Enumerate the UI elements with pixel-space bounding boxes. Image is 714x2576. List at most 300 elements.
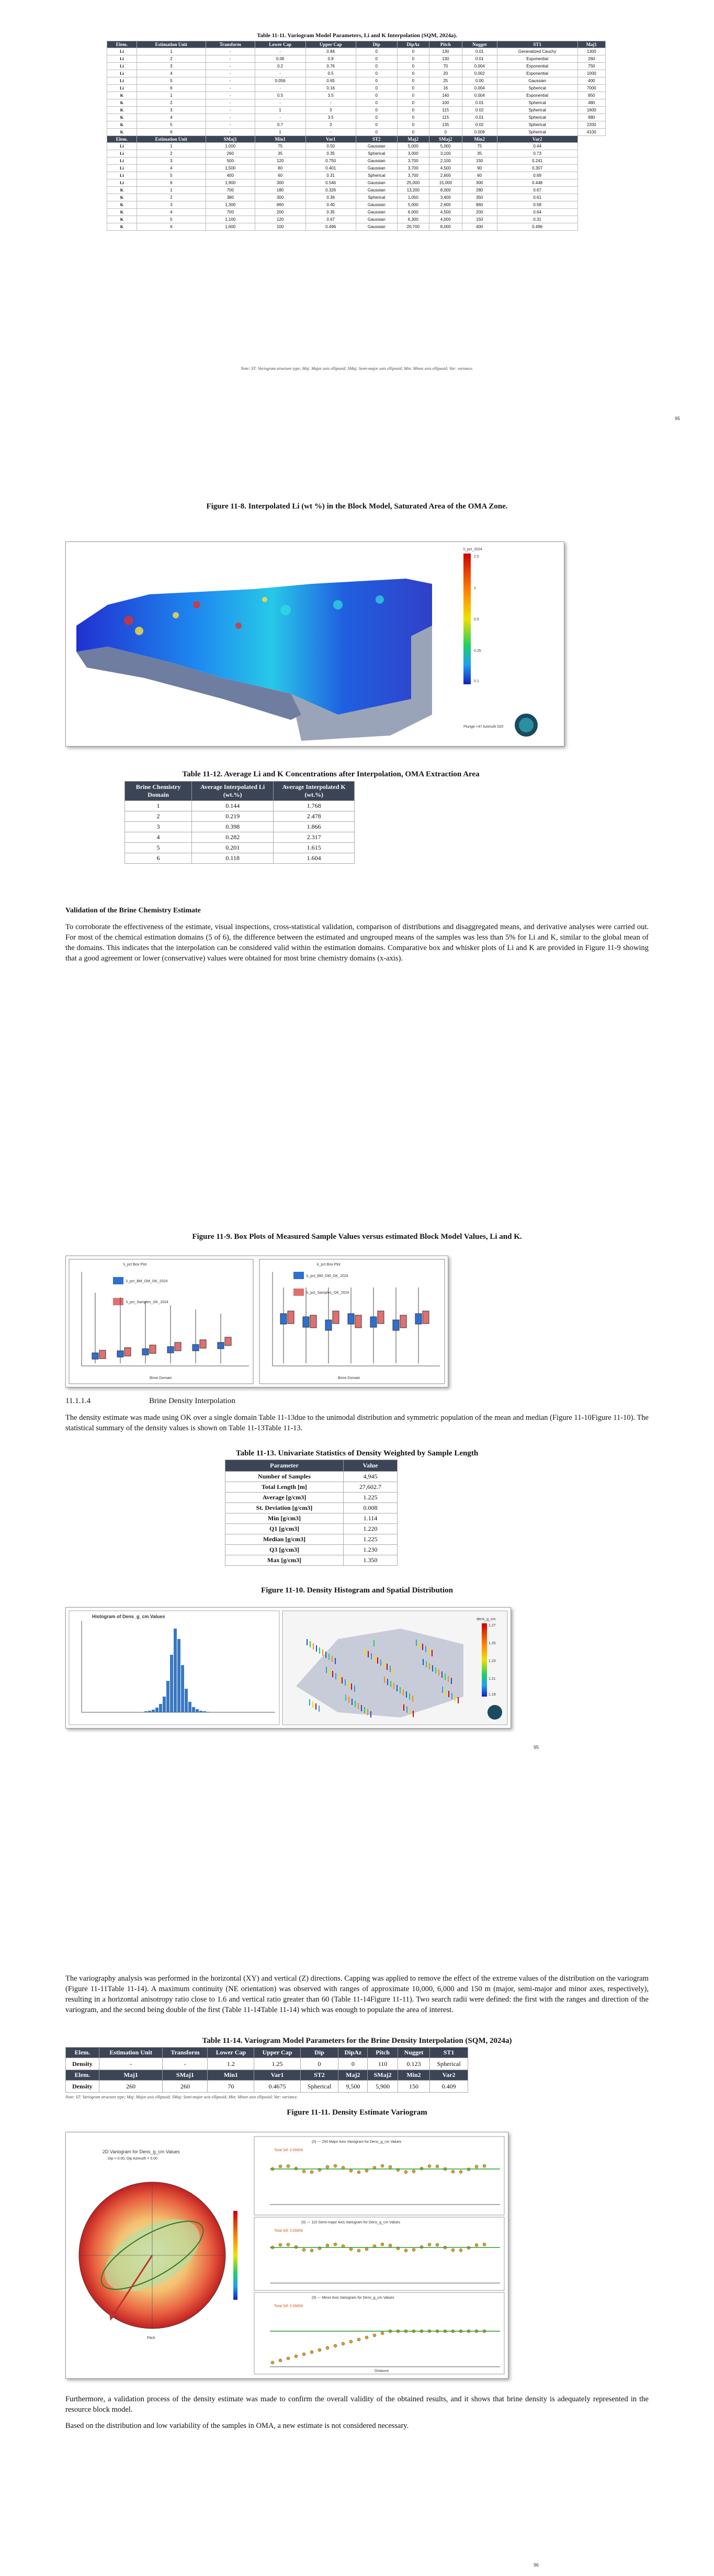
- sample-trace: [416, 1640, 417, 1646]
- variogram-point: [467, 2168, 470, 2171]
- table-cell: 3,000: [397, 150, 429, 157]
- table-cell: 6: [137, 223, 206, 231]
- table-cell: 0.31: [497, 216, 577, 223]
- variogram-point: [389, 2244, 392, 2247]
- figure-11-11-caption: Figure 11-11. Density Estimate Variogram: [287, 2108, 427, 2117]
- table-cell: 0: [397, 70, 429, 77]
- table-cell: 5: [137, 121, 206, 129]
- variogram-point: [349, 2247, 353, 2251]
- variogram-point: [459, 2249, 462, 2252]
- box-sample: [99, 1350, 106, 1359]
- table-cell: K: [107, 209, 137, 216]
- column-header: Nugget: [398, 2048, 429, 2058]
- table-cell: 4,500: [429, 209, 462, 216]
- table-cell: Gaussian: [356, 209, 397, 216]
- column-header: SMaj1: [163, 2070, 208, 2081]
- svg-text:1: 1: [474, 586, 476, 590]
- table-row: [125, 853, 355, 864]
- column-header: ST2: [356, 136, 397, 143]
- sample-trace: [332, 1656, 333, 1662]
- table-row: [107, 48, 606, 55]
- table-cell: Spherical: [497, 85, 577, 92]
- page-number: 96: [534, 2562, 539, 2568]
- sample-trace: [348, 1697, 349, 1703]
- table-cell: 25,000: [397, 179, 429, 187]
- variogram-point: [294, 2245, 298, 2249]
- closing-paragraph-1: Furthermore, a validation process of the density estimate was made to confirm the overall validity of the obtained results, and it shows that brine density is adequately represented in the resource block model.: [65, 2395, 649, 2414]
- table-cell: K: [107, 187, 137, 194]
- table-cell: 0.201: [192, 843, 274, 853]
- table-cell: Gaussian: [356, 179, 397, 187]
- column-header: Min1: [208, 2070, 254, 2081]
- table-cell: 0.67: [305, 216, 356, 223]
- table-cell: 0.64: [497, 209, 577, 216]
- svg-text:Brine Domain: Brine Domain: [150, 1376, 172, 1380]
- table-row: [107, 223, 606, 231]
- variogram-point: [302, 2353, 305, 2356]
- sample-trace: [413, 1711, 414, 1717]
- table-cell: 115: [429, 107, 462, 114]
- variogram-point: [420, 2167, 423, 2170]
- sample-trace: [426, 1661, 427, 1667]
- table-cell: K: [107, 216, 137, 223]
- table-cell: 3.5: [305, 114, 356, 121]
- table-cell: 3,400: [429, 194, 462, 201]
- table-cell: 1.114: [343, 1513, 397, 1524]
- column-header: Var2: [497, 136, 577, 143]
- table-cell: Generalized Cauchy: [497, 48, 577, 55]
- table-cell: 3: [305, 121, 356, 129]
- sample-trace: [345, 1679, 346, 1686]
- box-bm: [192, 1345, 199, 1351]
- table-cell: 4: [125, 832, 192, 843]
- variogram-point: [326, 2165, 329, 2168]
- table-cell: Spherical: [497, 99, 577, 107]
- table-cell: 120: [255, 216, 305, 223]
- table-cell: 0.44: [497, 143, 577, 150]
- box-bm: [92, 1353, 98, 1359]
- table-cell: 6,300: [397, 216, 429, 223]
- table-cell: 1.25: [254, 2058, 300, 2070]
- variogram-point: [342, 2342, 345, 2345]
- column-header: Parameter: [225, 1460, 344, 1472]
- column-header: Maj1: [577, 41, 605, 48]
- table-cell: 0: [356, 121, 397, 129]
- figure-11-9: [65, 1256, 448, 1387]
- table-cell: 0.9: [305, 55, 356, 63]
- sample-trace: [329, 1669, 330, 1675]
- table-cell: 2200: [577, 121, 605, 129]
- sample-trace: [361, 1705, 362, 1711]
- table-cell: Gaussian: [497, 77, 577, 85]
- svg-text:li_pct_Samples_OK_2024: li_pct_Samples_OK_2024: [126, 1301, 168, 1304]
- variogram-point: [381, 2243, 384, 2246]
- column-header: Pitch: [368, 2048, 398, 2058]
- column-header: Upper Cap: [305, 41, 356, 48]
- table-cell: Li: [107, 143, 137, 150]
- sample-trace: [410, 1709, 411, 1715]
- box-bm: [393, 1320, 399, 1330]
- table-cell: 0.02: [462, 121, 497, 129]
- table-cell: 5,900: [368, 2081, 398, 2093]
- table-cell: 0.282: [192, 832, 274, 843]
- table-cell: 1: [137, 48, 206, 55]
- table-cell: 5: [125, 843, 192, 853]
- table-cell: 500: [206, 157, 255, 165]
- table-cell: -: [206, 92, 255, 99]
- section-paragraph: The density estimate was made using OK over a single domain Table 11-13due to the unimodal distribution and symmetric population of the mean and median (Figure 11-10Figure 11-10). The statistical summary of the density values is shown on Table 11-13Table 11-13.: [65, 1414, 649, 1432]
- column-header: Min2: [462, 136, 497, 143]
- table-cell: 1,900: [206, 179, 255, 187]
- table-cell: 0: [397, 63, 429, 70]
- table-cell: 1.604: [274, 853, 355, 864]
- table-cell: 400: [462, 223, 497, 231]
- table-cell: 0.409: [430, 2081, 468, 2093]
- sample-trace: [432, 1650, 433, 1656]
- box-sample: [225, 1337, 231, 1346]
- table-row: [125, 822, 355, 832]
- table-cell: 3: [137, 157, 206, 165]
- table-cell: 3.5: [305, 92, 356, 99]
- table-cell: 400: [577, 77, 605, 85]
- table-cell: 0: [356, 107, 397, 114]
- table-cell: 0.118: [192, 853, 274, 864]
- table-row: [107, 143, 606, 150]
- box-sample: [200, 1340, 206, 1348]
- table-row: [107, 187, 606, 194]
- sample-trace: [425, 1646, 426, 1652]
- table-cell: 5: [137, 172, 206, 179]
- svg-text:0.5: 0.5: [474, 618, 479, 622]
- table-cell: 750: [577, 63, 605, 70]
- table-cell: 0: [356, 92, 397, 99]
- table-cell: 3: [137, 63, 206, 70]
- histogram-bar: [196, 1709, 199, 1712]
- table-cell: 2,100: [429, 157, 462, 165]
- variogram-point: [365, 2247, 368, 2251]
- sample-trace: [365, 1649, 366, 1655]
- table-cell: 135: [429, 121, 462, 129]
- table-cell: 0.2: [255, 63, 305, 70]
- table-cell: 1.225: [343, 1534, 397, 1545]
- column-header: SMaj1: [206, 136, 255, 143]
- table-cell: 0.76: [305, 63, 356, 70]
- histogram-bar: [181, 1665, 184, 1712]
- variogram-point: [428, 2243, 431, 2246]
- table-cell: 1,300: [206, 201, 255, 209]
- table-cell: 35: [462, 150, 497, 157]
- sample-trace: [393, 1683, 394, 1689]
- table-cell: 0.36: [305, 194, 356, 201]
- table-cell: 150: [462, 157, 497, 165]
- sample-trace: [445, 1689, 446, 1695]
- variogram-point: [420, 2245, 423, 2249]
- sample-trace: [354, 1686, 355, 1692]
- table-cell: 1,000: [206, 143, 255, 150]
- table-cell: -: [255, 70, 305, 77]
- column-header: Maj1: [99, 2070, 163, 2081]
- table-row: [107, 194, 606, 201]
- column-header: Average Interpolated K (wt.%): [274, 782, 355, 801]
- table-row: [107, 92, 606, 99]
- table-cell: 3: [125, 822, 192, 832]
- table-cell: K: [107, 121, 137, 129]
- column-header: Lower Cap: [208, 2048, 254, 2058]
- block-model-image: [66, 542, 564, 746]
- box-bm: [117, 1351, 123, 1357]
- svg-text:0.1: 0.1: [474, 680, 479, 683]
- variogram-point: [310, 2249, 313, 2252]
- table-cell: -: [206, 63, 255, 70]
- table-cell: 16: [429, 85, 462, 92]
- svg-text:2.5: 2.5: [474, 555, 479, 559]
- variogram-point: [412, 2170, 415, 2173]
- table-cell: 0: [397, 129, 429, 136]
- variogram-point: [404, 2249, 407, 2252]
- table-cell: 120: [255, 157, 305, 165]
- sample-trace: [377, 1657, 378, 1664]
- table-cell: Gaussian: [356, 157, 397, 165]
- table-cell: 0.01: [462, 114, 497, 121]
- table-row: [107, 216, 606, 223]
- k-box-title: k_pct Box Plot: [317, 1263, 341, 1267]
- table-row: [125, 843, 355, 853]
- variogram-point: [459, 2170, 462, 2173]
- table-cell: 0: [338, 2058, 368, 2070]
- table-cell: 0: [356, 99, 397, 107]
- svg-text:1.21: 1.21: [489, 1677, 496, 1681]
- column-header: Var1: [305, 136, 356, 143]
- histogram-bar: [170, 1655, 173, 1712]
- table-cell: Li: [107, 150, 137, 157]
- sample-trace: [338, 1675, 339, 1681]
- table-cell: 130: [429, 48, 462, 55]
- table-row: [125, 832, 355, 843]
- variography-paragraph: The variography analysis was performed in the horizontal (XY) and vertical (Z) directions. Capping was applied to remove the effect of the extreme values of the distribution on the variogram (Figure 11-11Table 11-14). A maximum continuity (NE orientation) was observed with ranges of approximate 10,000, 6,000 and 150 m (major, semi-major and minor axes, respectively), resulting in a horizontal anisotropy ratio close to 1.6 and vertical ratio greater than 60 (Table 11-14Figure 11-11). Two search radii were defined: the first with the ranges and direction of the variogram, and the second being double of the first (Table 11-14Table 11-14) which was enough to populate the area of interest.: [65, 1974, 649, 2014]
- table-cell: Density: [66, 2058, 99, 2070]
- variogram-point: [294, 2355, 298, 2358]
- table-cell: 6,000: [397, 209, 429, 216]
- variogram-point: [365, 2169, 368, 2172]
- table-cell: 0: [356, 48, 397, 55]
- box-bm: [348, 1314, 354, 1324]
- table-cell: 260: [163, 2081, 208, 2093]
- table-cell: Spherical: [430, 2058, 468, 2070]
- table-cell: 0.4675: [254, 2081, 300, 2093]
- variogram-point: [436, 2243, 439, 2246]
- table-cell: Spherical: [356, 172, 397, 179]
- table-cell: 20,700: [397, 223, 429, 231]
- column-header: Estimation Unit: [137, 41, 206, 48]
- table-cell: 0.5: [255, 92, 305, 99]
- variogram-point: [381, 2332, 384, 2335]
- sample-trace: [448, 1676, 449, 1682]
- table-cell: -: [305, 99, 356, 107]
- table-row: [107, 107, 606, 114]
- table-cell: 1.2: [208, 2058, 254, 2070]
- table-cell: 860: [255, 201, 305, 209]
- table-row: [107, 70, 606, 77]
- table-cell: 1000: [577, 70, 605, 77]
- closing-paragraph-2: Based on the distribution and low variability of the samples in OMA, a new estimate is not considered necessary.: [65, 2422, 409, 2430]
- svg-text:Brine Domain: Brine Domain: [338, 1376, 360, 1380]
- table-cell: 0.7: [255, 121, 305, 129]
- table-cell: -: [206, 70, 255, 77]
- validation-paragraph: To corroborate the effectiveness of the estimate, visual inspections, cross-statistical validation, comparison of distributions and disaggregated means, and derivative analyses were carried out. For most of the chemical estimation domains (5 of 6), the difference between the estimated and ungrouped means of the samples was less than 5% for Li and K, similar to the global mean of the domains. This indicates that the interpolation can be considered valid within the estimation domains. Comparative box and whisker plots of Li and K are provided in Figure 11-9 showing that a good agreement or lower (conservative) values were obtained for most brine chemistry domains (x-axis).: [65, 923, 649, 963]
- table-cell: 70: [208, 2081, 254, 2093]
- table-cell: 100: [429, 99, 462, 107]
- table-row: [225, 1545, 398, 1555]
- table-cell: 1,100: [206, 216, 255, 223]
- table-cell: K: [107, 129, 137, 136]
- table-cell: 3: [137, 201, 206, 209]
- variogram-point: [349, 2169, 353, 2172]
- variogram-figure: [66, 2132, 508, 2378]
- sample-trace: [409, 1693, 410, 1700]
- column-header: Dip: [356, 41, 397, 48]
- variogram-point: [475, 2165, 478, 2168]
- table-cell: 0: [397, 99, 429, 107]
- box-sample: [423, 1311, 429, 1324]
- table-cell: 0.398: [192, 822, 274, 832]
- column-header: Transform: [206, 41, 255, 48]
- histogram-bar: [199, 1711, 202, 1712]
- table-11-12-caption: Table 11-12. Average Li and K Concentrations after Interpolation, OMA Extraction Area: [182, 770, 480, 778]
- table-cell: 0: [397, 77, 429, 85]
- table-cell: 0.307: [497, 165, 577, 172]
- figure-11-11: [65, 2132, 508, 2379]
- sample-trace: [373, 1640, 375, 1646]
- table-cell: 380: [206, 194, 255, 201]
- sample-trace: [316, 1645, 317, 1652]
- table-cell: 860: [462, 201, 497, 209]
- histogram-bar: [163, 1697, 166, 1712]
- variogram-point: [451, 2249, 455, 2252]
- variogram-point: [373, 2334, 376, 2337]
- sample-trace: [348, 1681, 349, 1688]
- table-row: [107, 150, 606, 157]
- table-cell: Spherical: [497, 121, 577, 129]
- table-cell: 150: [462, 216, 497, 223]
- table-cell: -: [206, 107, 255, 114]
- table-cell: 0: [300, 2058, 338, 2070]
- table-cell: 13,200: [397, 187, 429, 194]
- table-cell: 1: [125, 801, 192, 811]
- table-cell: Gaussian: [356, 201, 397, 209]
- sample-trace: [441, 1671, 443, 1678]
- box-bm: [167, 1347, 174, 1353]
- table-cell: 0.61: [497, 194, 577, 201]
- li-box-title: li_pct Box Plot: [123, 1263, 147, 1267]
- table-cell: Exponential: [497, 70, 577, 77]
- legend-title: li_pct_2024: [463, 548, 482, 551]
- sample-trace: [406, 1691, 407, 1698]
- table-cell: 15,000: [429, 179, 462, 187]
- table-cell: Li: [107, 85, 137, 92]
- table-cell: 4,500: [429, 165, 462, 172]
- variogram-point: [287, 2165, 290, 2168]
- table-cell: K: [107, 107, 137, 114]
- table-cell: 0.5: [305, 70, 356, 77]
- variogram-point: [318, 2348, 321, 2352]
- histogram-bar: [166, 1681, 169, 1712]
- table-cell: -: [255, 114, 305, 121]
- column-header: Maj2: [338, 2070, 368, 2081]
- table-cell: 3,100: [429, 150, 462, 157]
- variogram-point: [483, 2164, 486, 2167]
- table-row: [107, 77, 606, 85]
- table-11-14-caption: Table 11-14. Variogram Model Parameters for the Brine Density Interpolation (SQM, 2024a): [202, 2037, 512, 2045]
- table-11-13: [225, 1460, 398, 1566]
- table-cell: Q1 [g/cm3]: [225, 1524, 344, 1534]
- variogram-point: [436, 2165, 439, 2168]
- table-cell: Li: [107, 70, 137, 77]
- table-cell: 0.73: [497, 150, 577, 157]
- column-header: Var1: [254, 2070, 300, 2081]
- table-cell: 0.496: [497, 223, 577, 231]
- table-cell: 5,000: [397, 143, 429, 150]
- table-cell: 180: [255, 187, 305, 194]
- validation-heading: Validation of the Brine Chemistry Estimate: [65, 907, 201, 914]
- table-cell: K: [107, 92, 137, 99]
- table-cell: 280: [462, 187, 497, 194]
- variogram-point: [302, 2170, 305, 2173]
- table-cell: 4: [137, 70, 206, 77]
- table-cell: -: [206, 85, 255, 92]
- table-cell: K: [107, 114, 137, 121]
- table-11-14-note: Note: ST: Variogram structure type; Maj: Major axis ellipsoid; SMaj: Semi-major axis ellipsoid; Min: Minor axis ellipsoid; Var: variance.: [65, 2095, 298, 2099]
- column-header: Estimation Unit: [99, 2048, 163, 2058]
- table-row: [225, 1513, 398, 1524]
- table-cell: Li: [107, 55, 137, 63]
- box-sample: [310, 1315, 316, 1328]
- sample-trace: [455, 1695, 456, 1701]
- variogram-point: [326, 2346, 329, 2349]
- box-bm: [280, 1314, 287, 1324]
- column-header: Pitch: [429, 41, 462, 48]
- table-cell: K: [107, 194, 137, 201]
- sample-trace: [390, 1681, 391, 1687]
- sample-trace: [458, 1697, 459, 1703]
- figure-11-8-caption: Figure 11-8. Interpolated Li (wt %) in the Block Model, Saturated Area of the OMA Zone.: [206, 502, 508, 511]
- table-cell: 1: [255, 129, 305, 136]
- table-cell: 0.056: [255, 77, 305, 85]
- svg-text:Total Sill: 0.09856: Total Sill: 0.09856: [274, 2229, 303, 2233]
- table-cell: 60: [462, 172, 497, 179]
- column-header: Elem.: [107, 41, 137, 48]
- table-cell: 0.144: [192, 801, 274, 811]
- table-cell: K: [107, 223, 137, 231]
- sample-trace: [374, 1655, 375, 1662]
- box-sample: [288, 1311, 294, 1324]
- table-cell: -: [206, 77, 255, 85]
- table-row: [107, 55, 606, 63]
- table-cell: 0.69: [497, 172, 577, 179]
- sample-trace: [435, 1667, 436, 1674]
- table-cell: -: [255, 85, 305, 92]
- table-cell: Gaussian: [356, 143, 397, 150]
- table-cell: 200: [255, 209, 305, 216]
- table-cell: 0.401: [305, 165, 356, 172]
- table-cell: 0: [397, 92, 429, 99]
- box-sample: [378, 1311, 384, 1324]
- variogram-point: [294, 2167, 298, 2170]
- column-header: Upper Cap: [254, 2048, 300, 2058]
- table-cell: Spherical: [497, 114, 577, 121]
- figure-11-9-caption: Figure 11-9. Box Plots of Measured Sample Values versus estimated Block Model Values, Li and K.: [192, 1233, 522, 1241]
- sample-trace: [310, 1641, 311, 1647]
- table-row: [107, 172, 606, 179]
